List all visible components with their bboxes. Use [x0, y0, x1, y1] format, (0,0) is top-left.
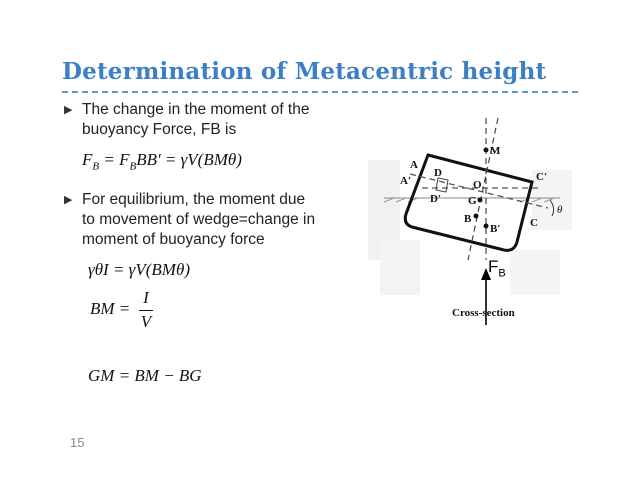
bullet-line: buoyancy Force, FB is [82, 121, 237, 138]
label-g: G [468, 195, 477, 207]
force-symbol: F [488, 257, 499, 276]
equation-gm: GM = BM − BG [88, 366, 202, 385]
label-c-prime: C′ [536, 171, 548, 183]
eq3-denominator: V [140, 312, 152, 331]
bullet-buoyancy-moment [64, 100, 342, 140]
buoyancy-force-label [488, 257, 506, 279]
eq1-lhs-sub: B [92, 160, 100, 173]
slide-title: Determination of Metacentric height [62, 58, 547, 85]
eq3-lhs: BM = [90, 299, 131, 318]
wedge-d [436, 178, 448, 192]
point-g [478, 198, 483, 203]
eq1-mid-sub: B [129, 160, 137, 173]
label-d-prime: D′ [430, 193, 442, 205]
equation-bm [90, 288, 170, 332]
bullet-line: to movement of wedge=change in [82, 211, 316, 228]
label-a: A [410, 159, 418, 171]
eq3-fraction-bar [139, 310, 153, 311]
bullet-line: moment of buoyancy force [82, 231, 265, 248]
title-divider [62, 91, 578, 93]
point-b-prime [484, 224, 489, 229]
label-d: D [434, 167, 442, 179]
bullet-line: The change in the moment of the [82, 101, 310, 118]
equation-moment-balance: γθI = γV(BMθ) [88, 260, 190, 279]
eq3-numerator: I [143, 288, 149, 307]
label-c: C [530, 217, 538, 229]
diagram-caption: Cross-section [452, 307, 515, 319]
eq1-mid: = F [99, 150, 130, 169]
force-subscript: B [498, 267, 506, 280]
bullet-equilibrium [64, 190, 342, 250]
cross-section-diagram [360, 100, 580, 325]
label-b-prime: B′ [490, 223, 501, 235]
label-o: O [473, 179, 482, 191]
bullet-line: For equilibrium, the moment due [82, 191, 306, 208]
bullet-arrow-icon: ▶ [64, 194, 73, 206]
page-number: 15 [70, 435, 85, 450]
label-b: B [464, 213, 472, 225]
label-m: M [490, 145, 501, 157]
label-a-prime: A′ [400, 175, 412, 187]
label-theta: θ [557, 204, 563, 216]
equation-buoyancy-change [82, 150, 242, 172]
eq1-lhs: F [82, 150, 93, 169]
point-m [484, 148, 489, 153]
point-b [474, 214, 479, 219]
background-shape [380, 240, 420, 295]
bullet-arrow-icon: ▶ [64, 104, 73, 116]
eq1-rhs: BB' = γV(BMθ) [136, 150, 242, 169]
background-shape [510, 250, 560, 295]
